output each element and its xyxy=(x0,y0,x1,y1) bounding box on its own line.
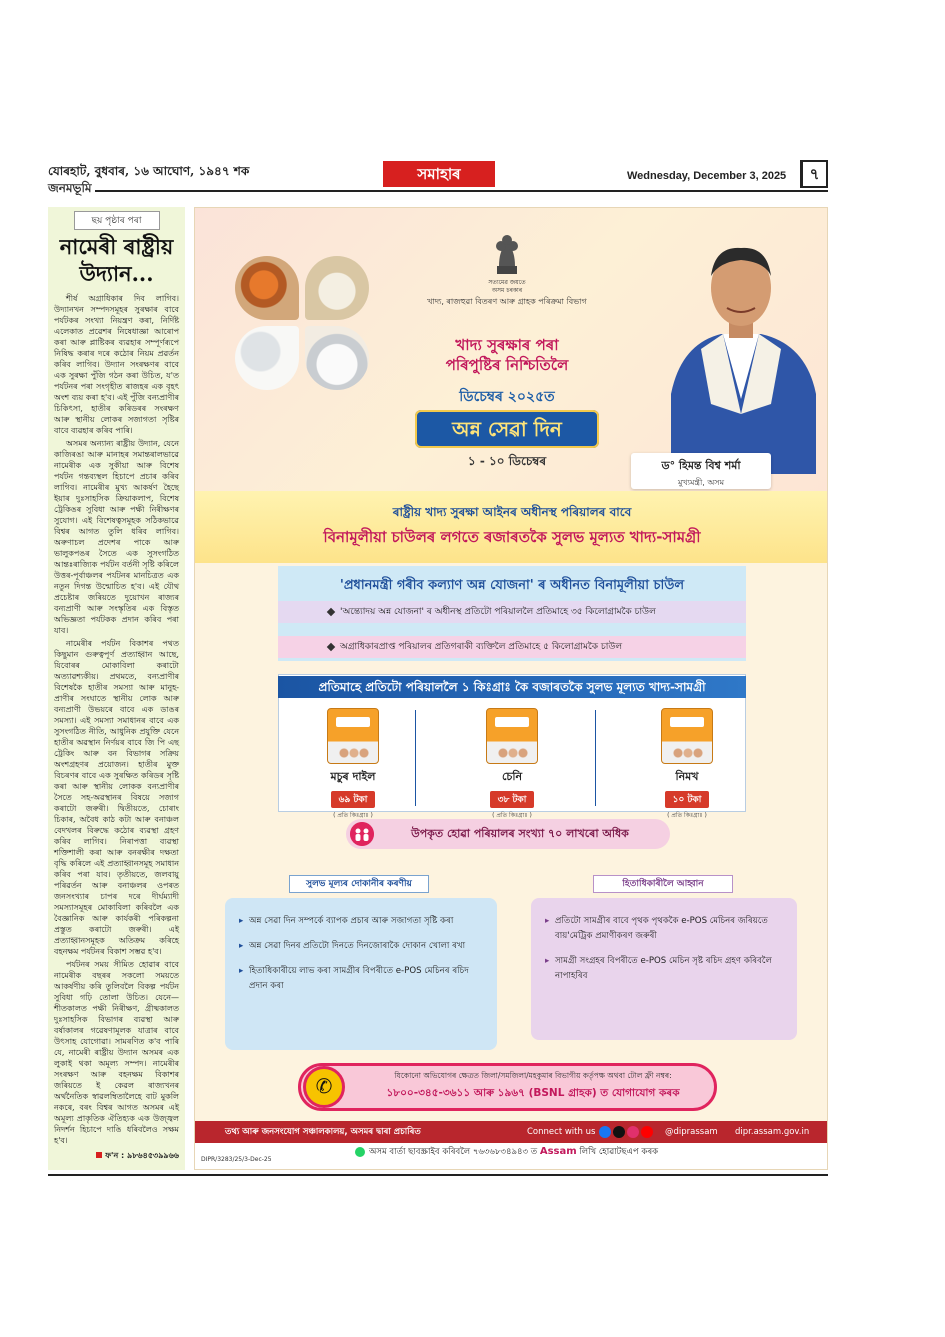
dealer-duties-tag: সুলভ মূল্যৰ দোকানীৰ কৰণীয় xyxy=(289,875,429,893)
emblem-caption: সত্যমেৱ জয়তে অসম চৰকাৰ xyxy=(488,279,526,294)
family-icon xyxy=(350,822,374,846)
article-paragraph: অসমৰ অন্যান্য ৰাষ্ট্ৰীয় উদ্যান, যেনে কাজিৰঙা আৰু মানাহৰ সমান্তৰালভাৱে নামেৰীক এক সুকীয়া আৰু বিশেষ পৰ্যটন গন্তব্যস্থল হিচাপে প্ৰচাৰ কৰিব লাগিব। নামেৰীৰ মুখ্য আকৰ্ষণ হৈছে ইয়াৰ দুঃসাহসিক ক্ৰিয়াকলাপ, বিশেষ ট্ৰেকিঙৰ সুবিধা আৰু পক্ষী নিৰীক্ষণৰ সুযোগ। এই বিশেষত্বসমূহক সঠিকভাৱে বিশ্বৰ আগত তুলি ধৰিব লাগিব। অৰুণাচল প্ৰদেশৰ পাকে আৰু ভালুকপঙৰ সৈতে এক সুসংগঠিত আন্তঃৰাজ্যিক পৰ্যটন বৰ্তনী সৃষ্টি কৰিলে উত্তৰ-পূৰ্বাঞ্চলৰ পৰ্যটনৰ মানচিত্ৰত এক নতুন দিগন্ত উন্মোচিত হ'ব। এই যৌথ প্ৰচেষ্টাৰ জৰিয়তে দুয়োখন ৰাজ্যৰ বন্যপ্ৰাণী আৰু সংস্কৃতিৰ এক বিস্তৃত অভিজ্ঞতা পৰ্যটকক প্ৰদান কৰিব পৰা যাব। xyxy=(54,439,179,635)
item-price: ১০ টকা xyxy=(665,791,710,808)
item-card xyxy=(627,708,747,821)
nfsa-line-1: ৰাষ্ট্ৰীয় খাদ্য সুৰক্ষা আইনৰ অধীনস্থ পৰিয়ালৰ বাবে xyxy=(392,505,632,519)
pmgkay-row xyxy=(278,601,746,623)
pmgkay-row-text: 'অন্ত্যোদয় অন্ন যোজনা' ৰ অধীনস্থ প্ৰতিটো পৰিয়াললৈ প্ৰতিমাহে ৩৫ কিলোগ্ৰামকৈ চাউল xyxy=(340,607,656,617)
beneficiary-appeal-tag: হিতাধিকাৰীলৈ আহ্বান xyxy=(593,875,733,893)
pmgkay-row-text: অগ্ৰাধিকাৰপ্ৰাপ্ত পৰিয়ালৰ প্ৰতিগৰাকী ব্যক্তিলৈ প্ৰতিমাহে ৫ কিলোগ্ৰামকৈ চাউল xyxy=(340,642,623,652)
cm-nameplate xyxy=(631,453,771,489)
beneficiary-point: ▸ সামগ্ৰী সংগ্ৰহৰ বিপৰীতে e-POS মেচিন সৃষ্ট ৰচিদ গ্ৰহণ কৰিবলৈ নাপাহৰিব xyxy=(545,954,783,984)
item-price: ৬৯ টকা xyxy=(331,791,376,808)
bullet-diamond-icon xyxy=(327,607,335,615)
helpline-numbers: ১৮০০-৩৪৫-৩৬১১ আৰু ১৯৬৭ (BSNL গ্ৰাহক) ত যোগাযোগ কৰক xyxy=(386,1087,680,1099)
item-price: ৩৮ টকা xyxy=(490,791,535,808)
campaign-banner: অন্ন সেৱা দিন xyxy=(415,410,599,448)
dealer-point: ▸ অন্ন সেৱা দিনৰ প্ৰতিটো দিনতে দিনজোৰাকৈ দোকান খোলা ৰখা xyxy=(239,939,483,954)
masthead-rule xyxy=(48,190,828,192)
item-unit: ( প্ৰতি কিঃগ্ৰাঃ ) xyxy=(333,812,373,819)
item-card xyxy=(452,708,572,821)
whatsapp-tail: লিখি হোৱাটছএপ কৰক xyxy=(579,1147,659,1157)
whatsapp-icon xyxy=(355,1147,365,1157)
beneficiaries-text: উপকৃত হোৱা পৰিয়ালৰ সংখ্যা ৭০ লাখৰো অধিক xyxy=(411,827,629,840)
issuer-text: তথ্য আৰু জনসংযোগ সঞ্চালকালয়, অসমৰ দ্বাৰা প্ৰচাৰিত xyxy=(225,1127,421,1137)
item-unit: ( প্ৰতি কিঃগ্ৰাঃ ) xyxy=(667,812,707,819)
whatsapp-keyword: Assam xyxy=(539,1146,577,1157)
article-paragraph: শীৰ্ষ অগ্ৰাধিকাৰ দিব লাগিব। উদ্যানখন সম্পদসমূহৰ সুৰক্ষাৰ বাবে পৰ্যটকৰ সংখ্যা নিয়ন্ত্ৰণ কৰা, নিৰ্দিষ্ট এলেকাত প্ৰৱেশৰ নিষেধাজ্ঞা আৰোপ কৰা আৰু প্লাষ্টিকৰ ব্যৱহাৰ সম্পূৰ্ণৰূপে নিষিদ্ধ কৰাৰ দৰে কঠোৰ নিয়ম প্ৰৱৰ্তন কৰিব লাগিব। উদ্যান সংৰক্ষণৰ বাবে এক সুৰক্ষা পুঁজি গঠন কৰা উচিত, য'ত পৰ্যটনৰ পৰা সংগৃহীত ৰাজহৰ এক বৃহৎ অংশ ব্যয় কৰা হ'ব। এই পুঁজি বন্যপ্ৰাণীৰ চিকিৎসা, হাতীৰ কৰিডৰৰ সংৰক্ষণ আৰু স্থানীয় লোকৰ সজাগতা সৃষ্টিৰ বাবে ব্যৱহাৰ কৰিব পাৰি। xyxy=(54,294,179,435)
state-emblem-icon xyxy=(489,228,525,278)
beneficiary-appeal-panel xyxy=(531,898,797,1040)
sugar-packet-icon xyxy=(486,708,538,764)
article-headline: নামেৰী ৰাষ্ট্ৰীয় উদ্যান... xyxy=(59,234,174,286)
facebook-icon[interactable] xyxy=(599,1126,611,1138)
left-article xyxy=(48,207,185,1170)
dealer-duties-panel xyxy=(225,898,497,1050)
whatsapp-line xyxy=(355,1145,658,1159)
phone-icon: ✆ xyxy=(303,1066,345,1108)
pmgkay-row xyxy=(278,636,746,658)
article-body xyxy=(54,293,179,1146)
article-paragraph: নামেৰীৰ পৰ্যটন বিকাশৰ পথত কিছুমান গুৰুত্বপূৰ্ণ প্ৰত্যাহ্বান আছে, যিবোৰৰ মোকাবিলা কৰাটো অত্যাৱশ্যকীয়। প্ৰথমতে, বন্যপ্ৰাণীৰ বিশেষকৈ হাতীৰ সমস্যা আৰু মানুহ-প্ৰাণীৰ সংঘাতে স্থানীয় লোক আৰু বন্যপ্ৰাণী উভয়ৰে বাবে এক ডাঙৰ সমস্যা। এই সমস্যা সমাধানৰ বাবে এক সুসংগঠিত নীতি, আধুনিক প্ৰযুক্তি যেনে হাতীৰ অৱস্থান নিৰ্ণয়ৰ বাবে জি পি এছ ট্ৰেকিং আৰু বন বিভাগৰ সক্ৰিয় অংশগ্ৰহণৰ প্ৰয়োজন। হাতীৰ মুক্ত বিচৰণৰ বাবে এক সুৰক্ষিত কৰিডৰ সৃষ্টি কৰা আৰু স্থানীয় লোকক বন্যপ্ৰাণীৰ সৈতে সহ-অৱস্থানৰ বিষয়ে সজাগ কৰাটো জৰুৰী। দ্বিতীয়তে, চোৰাং চিকাৰ, অবৈধ কাঠ কটা আৰু বনাঞ্চল বেদখলৰ বিৰুদ্ধে কঠোৰ ব্যৱস্থা গ্ৰহণ কৰিব লাগিব। নিৰাপত্তা ব্যৱস্থা শক্তিশালী কৰা আৰু বনৰক্ষীৰ দক্ষতা বৃদ্ধি কৰিলে এই প্ৰত্যাহ্বানসমূহ সমাধান কৰিব পৰা যাব। তৃতীয়তে, জলবায়ু পৰিৱৰ্তন আৰু বনাঞ্চলৰ ওপৰত জনসংখ্যাৰ চাপৰ দৰে দীৰ্ঘম্যাদী সমস্যাসমূহৰ মোকাবিলা কৰিবলৈ এক বৈজ্ঞানিক আৰু কাৰ্যকৰী পৰিকল্পনা প্ৰস্তুত কৰাটো জৰুৰী। এই প্ৰত্যাহ্বানসমূহক অতিক্ৰম কৰিহে বহনক্ষম পৰ্যটনৰ বিকাশ সম্ভৱ হ'ব। xyxy=(54,639,179,956)
salt-photo xyxy=(235,326,299,390)
item-name: মচুৰ দাইল xyxy=(330,770,376,783)
beneficiary-point: ▸ প্ৰতিটো সামগ্ৰীৰ বাবে পৃথক পৃথককৈ e-POS মেচিনৰ জৰিয়তে বায়'মেট্ৰিক প্ৰমাণীকৰণ জৰুৰী xyxy=(545,914,783,944)
youtube-icon[interactable] xyxy=(641,1126,653,1138)
item-divider xyxy=(595,710,596,806)
helpline-intro: যিকোনো অভিযোগৰ ক্ষেত্ৰত জিলা/সমজিলা/মহকুমাৰ বিভাগীয় কৰ্তৃপক্ষ অথবা টোল ফ্ৰী নম্বৰ: xyxy=(394,1071,672,1080)
govt-advertisement xyxy=(194,207,828,1170)
item-divider xyxy=(415,710,416,806)
dal-packet-icon xyxy=(327,708,379,764)
x-icon[interactable] xyxy=(613,1126,625,1138)
lentils-photo xyxy=(235,256,299,320)
paper-logo: জনমভূমি xyxy=(48,180,95,200)
dipr-code: DIPR/3283/25/3-Dec-25 xyxy=(201,1156,272,1163)
cm-title: মুখ্যমন্ত্ৰী, অসম xyxy=(677,478,725,487)
ad-footer-bar xyxy=(195,1121,828,1143)
item-name: নিমখ xyxy=(675,770,699,783)
pmgkay-title: 'প্ৰধানমন্ত্ৰী গৰীব কল্যাণ অন্ন যোজনা' ৰ অধীনত বিনামূলীয়া চাউল xyxy=(339,578,685,593)
ad-month: ডিচেম্বৰ ২০২৫ত xyxy=(459,389,555,405)
dealer-point: ▸ হিতাধিকাৰীয়ে লাভ কৰা সামগ্ৰীৰ বিপৰীতে e-POS মেচিনৰ ৰচিদ প্ৰদান কৰা xyxy=(239,964,483,994)
chief-minister-photo xyxy=(661,224,821,474)
salt-packet-icon xyxy=(661,708,713,764)
ad-headline-2: পৰিপুষ্টিৰ নিশ্চিতিলৈ xyxy=(445,356,569,374)
item-name: চেনি xyxy=(501,770,523,783)
dateline: যোৰহাট, বুধবাৰ, ১৬ আঘোণ, ১৯৪৭ শক xyxy=(48,164,250,178)
ad-headline-1: খাদ্য সুৰক্ষাৰ পৰা xyxy=(455,336,559,354)
whatsapp-text: অসম বাৰ্তা ছাবস্ক্ৰাইব কৰিবলৈ ৭৬৩৬৮৩৪৯৪৩ ত xyxy=(369,1147,538,1157)
nfsa-line-2: বিনামূলীয়া চাউলৰ লগতে ৰজাৰতকৈ সুলভ মূল্যত খাদ্য-সামগ্ৰী xyxy=(323,528,701,546)
dealer-point: ▸ অন্ন সেৱা দিন সম্পৰ্কে ব্যাপক প্ৰচাৰ আৰু সজাগতা সৃষ্টি কৰা xyxy=(239,914,483,929)
cm-name: ড° হিমন্ত বিশ্ব শৰ্মা xyxy=(661,459,741,472)
social-handle[interactable]: @diprassam xyxy=(665,1127,718,1137)
item-card xyxy=(293,708,413,821)
continued-tag: ছয় পৃষ্ঠাৰ পৰা xyxy=(74,211,160,230)
social-icons xyxy=(599,1126,655,1141)
page-bottom-rule xyxy=(48,1174,828,1176)
page-number: ৭ xyxy=(800,160,828,188)
item-unit: ( প্ৰতি কিঃগ্ৰাঃ ) xyxy=(492,812,532,819)
date-english: Wednesday, December 3, 2025 xyxy=(627,170,787,182)
bullet-diamond-icon xyxy=(327,642,335,650)
instagram-icon[interactable] xyxy=(627,1126,639,1138)
article-phone: ফ'ন : ৯৮৬৪৫৩৯৯৬৬ xyxy=(54,1150,179,1163)
article-paragraph: পৰ্যটনৰ সময় সীমিত হোৱাৰ বাবে নামেৰীক বছৰৰ সকলো সময়তে আকৰ্ষণীয় কৰি তুলিবলৈ বিকল্প পৰ্যটন সুবিধা গঢ়ি তোলা উচিত। যেনে— শীতকালত পক্ষী নিৰীক্ষণ, গ্ৰীষ্মকালত দুঃসাহসিক বিভাগৰ ব্যৱস্থা আৰু বৰ্ষাকালৰ গৱেষণামূলক যাত্ৰাৰ বাবে উৎসাহ যোগোৱা। সামৰণিত ক'ব পাৰি যে, নামেৰী ৰাষ্ট্ৰীয় উদ্যান অসমৰ এক লুকাই থকা অমূল্য সম্পদ। নামেৰীৰ সংৰক্ষণ আৰু বহনক্ষম বিকাশৰ জৰিয়তে ই কেৱল ৰাজ্যখনৰ অৰ্থনৈতিক স্বাৱলম্বিতালৈহে বাট মুকলি নকৰে, বৰং বিশ্বৰ আগত অসমৰ এই অমূল্য প্ৰাকৃতিক ঐতিহ্যক এক উজ্জ্বল নিদৰ্শন হিচাপে দাঙি ধৰিবলৈও সক্ষম হ'ব। xyxy=(54,960,179,1145)
campaign-dates: ১ - ১০ ডিচেম্বৰ xyxy=(467,454,547,468)
flour-photo xyxy=(305,326,369,390)
section-badge: সমাহাৰ xyxy=(383,161,495,187)
sugar-photo xyxy=(305,256,369,320)
website-link[interactable]: dipr.assam.gov.in xyxy=(735,1127,810,1137)
items-heading: প্ৰতিমাহে প্ৰতিটো পৰিয়াললৈ ১ কিঃগ্ৰাঃ কৈ বজাৰতকৈ সুলভ মূল্যত খাদ্য-সামগ্ৰী xyxy=(278,676,746,698)
department-name: খাদ্য, ৰাজহুৱা বিতৰণ আৰু গ্ৰাহক পৰিক্ৰমা বিভাগ xyxy=(427,297,587,306)
connect-label: Connect with us xyxy=(527,1127,596,1137)
